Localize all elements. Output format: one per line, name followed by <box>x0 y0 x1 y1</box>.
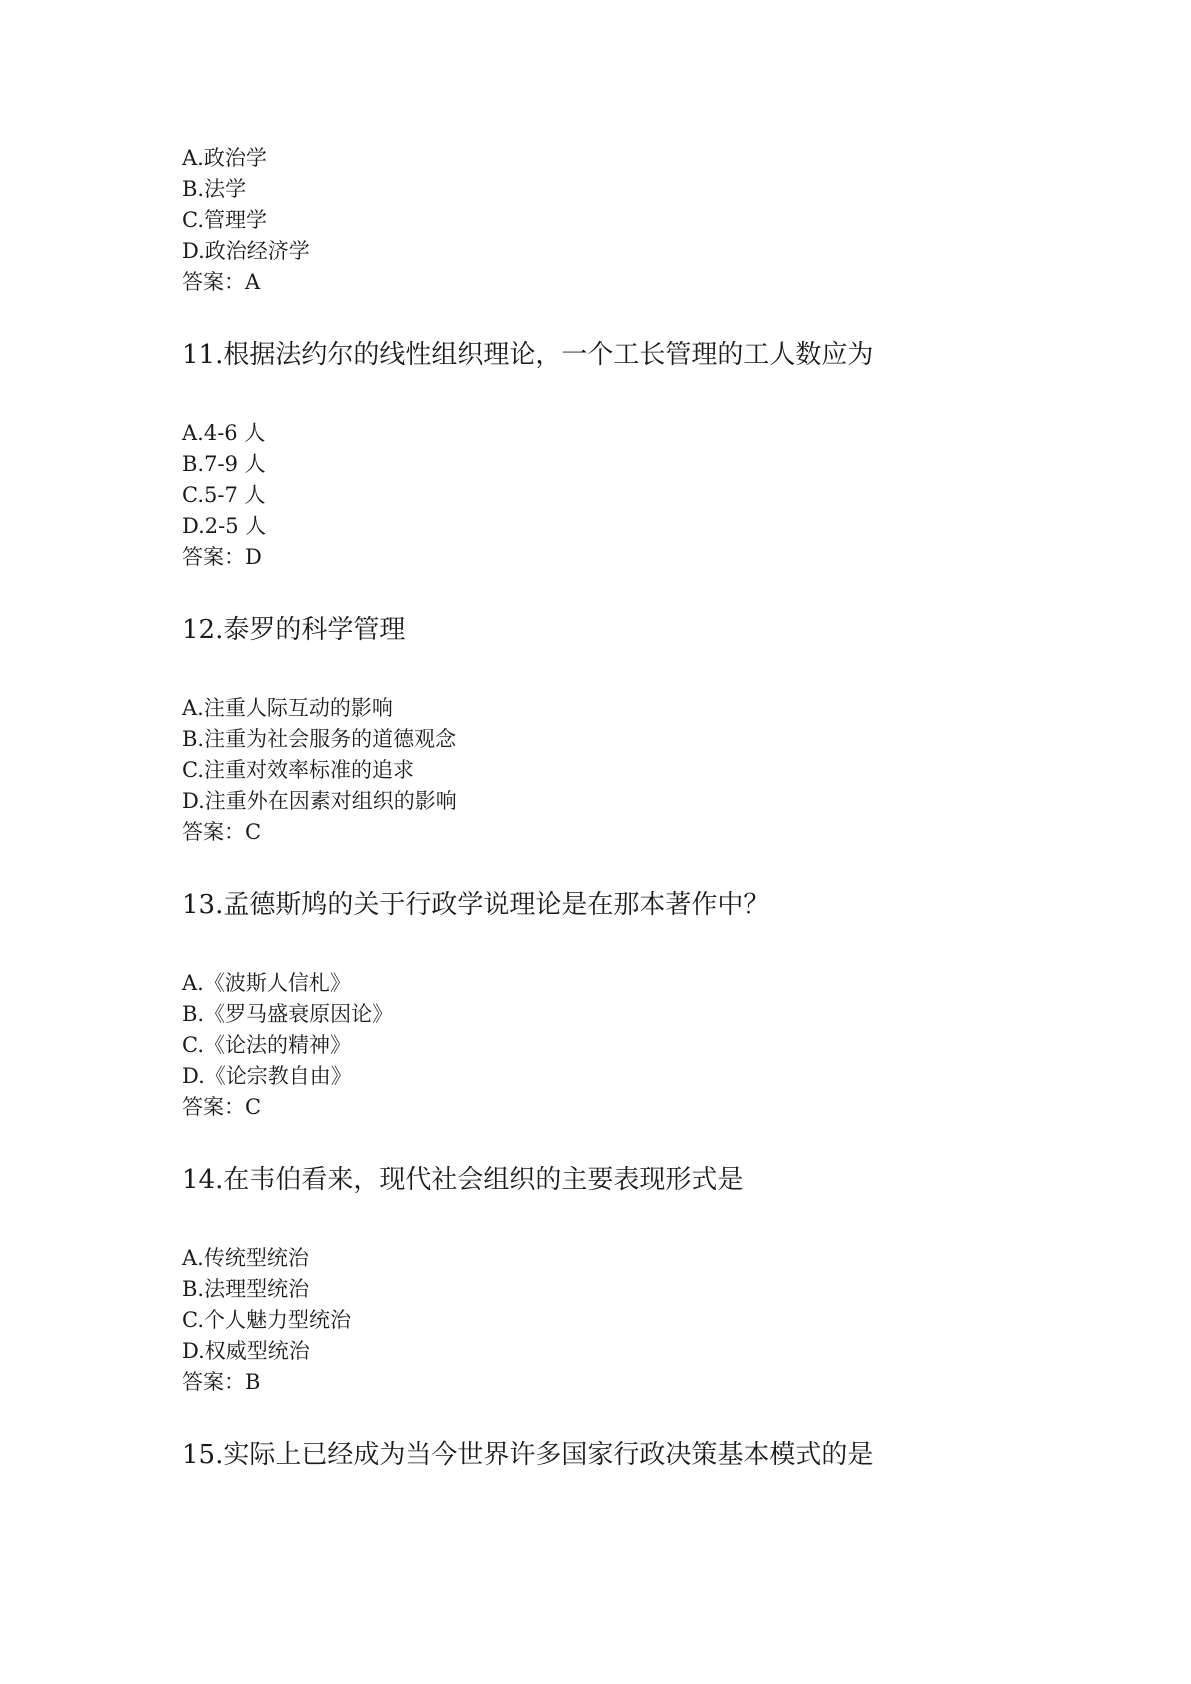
question-12-option-c: C.注重对效率标准的追求 <box>182 758 414 782</box>
question-12-option-a: A.注重人际互动的影响 <box>182 696 393 720</box>
question-13-option-d: D.《论宗教自由》 <box>182 1064 352 1088</box>
question-13-option-a: A.《波斯人信札》 <box>182 971 351 995</box>
prev-option-b: B.法学 <box>182 177 247 201</box>
question-13-option-b: B.《罗马盛衰原因论》 <box>182 1002 394 1026</box>
prev-option-d: D.政治经济学 <box>182 239 310 263</box>
question-11-option-c: C.5-7 人 <box>182 483 266 507</box>
question-14-option-a: A.传统型统治 <box>182 1246 309 1270</box>
question-11-answer: 答案：D <box>182 545 262 569</box>
question-11-option-b: B.7-9 人 <box>182 452 266 476</box>
question-11-title: 11.根据法约尔的线性组织理论，一个工长管理的工人数应为 <box>182 340 874 370</box>
question-14-option-d: D.权威型统治 <box>182 1339 310 1363</box>
question-14-title: 14.在韦伯看来，现代社会组织的主要表现形式是 <box>182 1165 744 1195</box>
question-15-title: 15.实际上已经成为当今世界许多国家行政决策基本模式的是 <box>182 1440 874 1470</box>
question-12-option-d: D.注重外在因素对组织的影响 <box>182 789 457 813</box>
question-11-option-d: D.2-5 人 <box>182 514 267 538</box>
question-13-option-c: C.《论法的精神》 <box>182 1033 351 1057</box>
prev-option-a: A.政治学 <box>182 146 267 170</box>
question-14-answer: 答案：B <box>182 1370 261 1394</box>
prev-answer: 答案：A <box>182 270 261 294</box>
question-13-title: 13.孟德斯鸠的关于行政学说理论是在那本著作中？ <box>182 890 770 920</box>
question-12-option-b: B.注重为社会服务的道德观念 <box>182 727 457 751</box>
question-14-option-c: C.个人魅力型统治 <box>182 1308 351 1332</box>
question-11-option-a: A.4-6 人 <box>182 421 266 445</box>
question-12-title: 12.泰罗的科学管理 <box>182 615 406 645</box>
question-13-answer: 答案：C <box>182 1095 262 1119</box>
question-12-answer: 答案：C <box>182 820 262 844</box>
prev-option-c: C.管理学 <box>182 208 267 232</box>
question-14-option-b: B.法理型统治 <box>182 1277 310 1301</box>
